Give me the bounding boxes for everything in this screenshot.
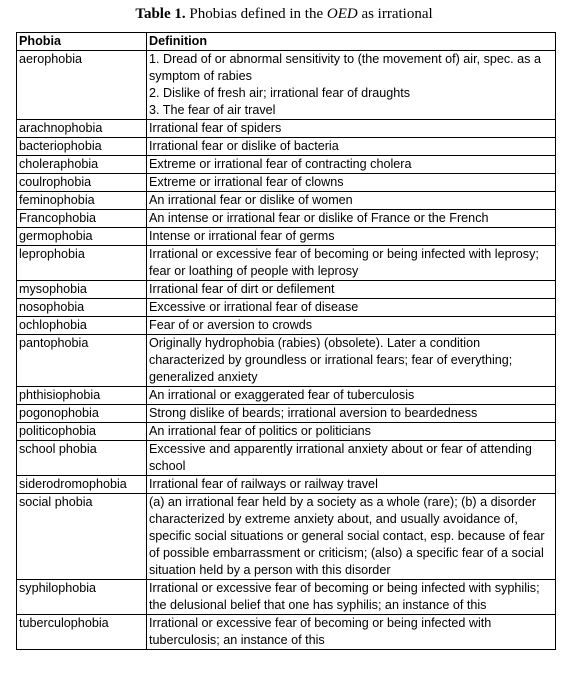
phobia-cell: aerophobia (17, 51, 147, 120)
caption-text: Phobias defined in the (185, 6, 327, 22)
definition-cell (147, 423, 556, 441)
phobia-cell: feminophobia (17, 192, 147, 210)
phobia-cell: politicophobia (17, 423, 147, 441)
definition-cell (147, 138, 556, 156)
phobia-cell: tuberculophobia (17, 615, 147, 650)
definition-text: An irrational fear or dislike of women (149, 193, 353, 207)
definition-text: Irrational or excessive fear of becoming or being infected with syphilis; the delusional belief that one has syphilis; an instance of this (149, 581, 540, 612)
table-row (17, 51, 556, 120)
definition-text: An irrational or exaggerated fear of tuberculosis (149, 388, 415, 402)
table-row (17, 335, 556, 387)
phobia-cell: arachnophobia (17, 120, 147, 138)
phobia-cell: school phobia (17, 441, 147, 476)
phobia-cell: mysophobia (17, 281, 147, 299)
table-row (17, 246, 556, 281)
table-row (17, 281, 556, 299)
phobias-table (16, 32, 556, 650)
definition-cell (147, 494, 556, 580)
definition-text: Strong dislike of beards; irrational aversion to beardedness (149, 406, 478, 420)
phobia-cell: phthisiophobia (17, 387, 147, 405)
phobia-cell: siderodromophobia (17, 476, 147, 494)
definition-text: Irrational or excessive fear of becoming or being infected with tuberculosis; an instance of this (149, 616, 492, 647)
definition-text: Fear of or aversion to crowds (149, 318, 313, 332)
definition-text: Excessive or irrational fear of disease (149, 300, 359, 314)
table-row (17, 405, 556, 423)
table-header-row (17, 33, 556, 51)
table-row (17, 423, 556, 441)
phobia-cell: pogonophobia (17, 405, 147, 423)
definition-cell (147, 317, 556, 335)
table-row (17, 156, 556, 174)
definition-text: Extreme or irrational fear of contracting cholera (149, 157, 412, 171)
definition-cell (147, 615, 556, 650)
definition-cell (147, 192, 556, 210)
table-row (17, 174, 556, 192)
definition-cell (147, 580, 556, 615)
definition-text: Intense or irrational fear of germs (149, 229, 335, 243)
definition-cell (147, 156, 556, 174)
phobia-cell: coulrophobia (17, 174, 147, 192)
phobia-cell: syphilophobia (17, 580, 147, 615)
phobia-cell: ochlophobia (17, 317, 147, 335)
definition-text: Extreme or irrational fear of clowns (149, 175, 344, 189)
definition-text: 3. The fear of air travel (149, 103, 276, 117)
definition-cell (147, 51, 556, 120)
definition-text: Irrational fear of dirt or defilement (149, 282, 335, 296)
caption-label: Table 1. (135, 6, 186, 22)
phobia-cell: leprophobia (17, 246, 147, 281)
definition-cell (147, 387, 556, 405)
definition-cell (147, 299, 556, 317)
definition-cell (147, 281, 556, 299)
definition-text: An irrational fear of politics or politicians (149, 424, 371, 438)
definition-text: Originally hydrophobia (rabies) (obsolete). Later a condition characterized by groundless or irrational fears; fear of everything; generalized anxiety (149, 336, 513, 384)
definition-text: Irrational fear or dislike of bacteria (149, 139, 339, 153)
table-row (17, 476, 556, 494)
definition-text: Irrational fear of railways or railway travel (149, 477, 378, 491)
definition-cell (147, 335, 556, 387)
definition-cell (147, 441, 556, 476)
table-caption (0, 6, 568, 23)
definition-cell (147, 476, 556, 494)
definition-text: An intense or irrational fear or dislike of France or the French (149, 211, 489, 225)
table-row (17, 192, 556, 210)
table-row (17, 494, 556, 580)
definition-cell (147, 120, 556, 138)
table-row (17, 317, 556, 335)
definition-text: Excessive and apparently irrational anxiety about or fear of attending school (149, 442, 532, 473)
table-body (17, 51, 556, 650)
phobia-cell: choleraphobia (17, 156, 147, 174)
caption-source: OED (326, 6, 358, 22)
definition-text: (a) an irrational fear held by a society as a whole (rare); (b) a disorder characterized by extreme anxiety about, and usually avoidance of, specific social situations or general social contact, esp. because of fear of possible embarrassment or criticism; (also) a specific fear of a social situation held by a person with this disorder (149, 495, 545, 577)
phobia-cell: Francophobia (17, 210, 147, 228)
phobia-cell: bacteriophobia (17, 138, 147, 156)
definition-text: 2. Dislike of fresh air; irrational fear of draughts (149, 86, 411, 100)
definition-cell (147, 174, 556, 192)
phobia-cell: germophobia (17, 228, 147, 246)
caption-text-end: as irrational (357, 6, 433, 22)
definition-text: Irrational fear of spiders (149, 121, 282, 135)
definition-cell (147, 246, 556, 281)
header-definition: Definition (147, 33, 556, 51)
phobia-cell: social phobia (17, 494, 147, 580)
header-phobia: Phobia (17, 33, 147, 51)
table-row (17, 228, 556, 246)
table-row (17, 615, 556, 650)
phobia-cell: nosophobia (17, 299, 147, 317)
table-row (17, 441, 556, 476)
phobia-cell: pantophobia (17, 335, 147, 387)
table-row (17, 138, 556, 156)
table-row (17, 299, 556, 317)
table-row (17, 387, 556, 405)
definition-cell (147, 228, 556, 246)
definition-cell (147, 210, 556, 228)
table-row (17, 210, 556, 228)
definition-cell (147, 405, 556, 423)
definition-text: Irrational or excessive fear of becoming or being infected with leprosy; fear or loathing of people with leprosy (149, 247, 539, 278)
table-row (17, 120, 556, 138)
definition-text: 1. Dread of or abnormal sensitivity to (the movement of) air, spec. as a symptom of rabies (149, 52, 541, 83)
table-row (17, 580, 556, 615)
